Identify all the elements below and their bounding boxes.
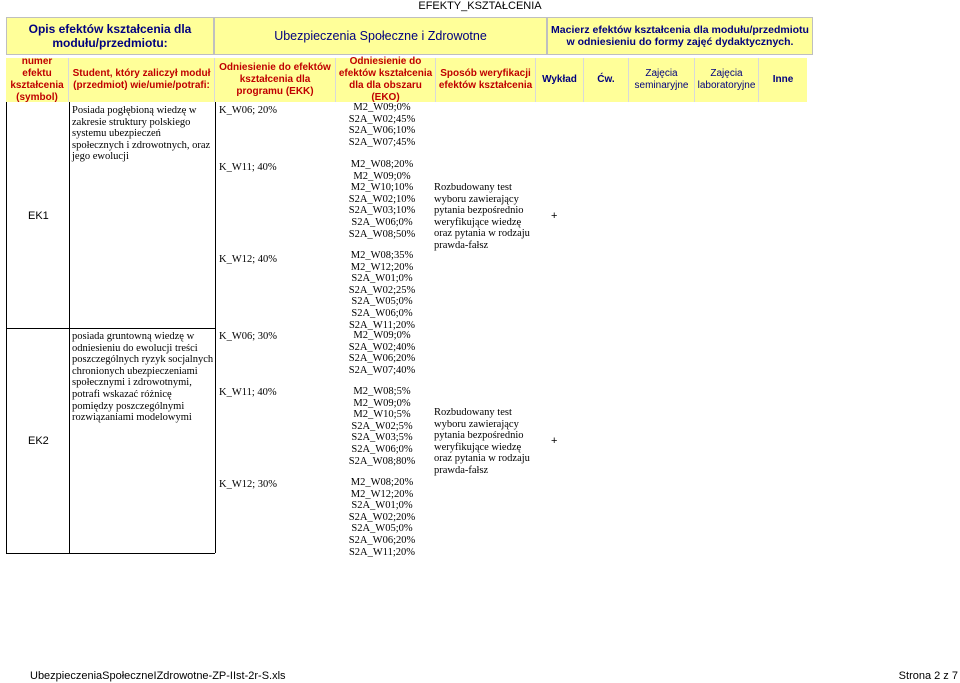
- row-label-ek2: EK2: [28, 435, 49, 447]
- footer-page-number: Strona 2 z 7: [898, 670, 958, 682]
- header-student: Student, który zaliczył moduł (przedmiot) wie/umie/potrafi:: [69, 58, 215, 102]
- ek2-ekk-2: K_W11; 40%: [219, 387, 277, 398]
- title-matrix: Macierz efektów kształcenia dla modułu/przedmiotu w odniesieniu do formy zajęć dydaktycznych.: [547, 17, 813, 55]
- ek2-eko-2: M2_W08;5% M2_W09;0% M2_W10;5% S2A_W02;5% S2A_W03;5% S2A_W06;0% S2A_W08;80%: [348, 386, 416, 467]
- header-exercises: Ćw.: [584, 58, 629, 102]
- ek1-ekk-2: K_W11; 40%: [219, 162, 277, 173]
- grid-line: [6, 553, 215, 554]
- ek1-ekk-1: K_W06; 20%: [219, 105, 278, 116]
- ek2-ekk-1: K_W06; 30%: [219, 331, 278, 342]
- ek2-lecture-mark: +: [551, 435, 558, 447]
- footer-filename: UbezpieczeniaSpołeczneIZdrowotne-ZP-IIst-2r-S.xls: [30, 670, 286, 682]
- ek2-eko-1: M2_W09;0% S2A_W02;40% S2A_W06;20% S2A_W07;40%: [348, 330, 416, 376]
- ek2-eko-3: M2_W08;20% M2_W12;20% S2A_W01;0% S2A_W02;20% S2A_W05;0% S2A_W06;20% S2A_W11;20%: [348, 477, 416, 558]
- ek1-lecture-mark: +: [551, 210, 558, 222]
- ek1-description: Posiada pogłębioną wiedzę w zakresie struktury polskiego systemu ubezpieczeń społecznych i zdrowotnych, oraz jego ewolucji: [72, 105, 211, 163]
- grid-line: [6, 328, 215, 329]
- header-lab: Zajęcia laboratoryjne: [695, 58, 759, 102]
- header-verification: Sposób weryfikacji efektów kształcenia: [436, 58, 536, 102]
- ek2-description: posiada gruntowną wiedzę w odniesieniu do ewolucji treści poszczególnych ryzyk socjalnych chronionych ubezpieczeniami społecznymi i zdrowotnymi, potrafi wskazać różnicę pomiędzy poszczególnymi rozwiązaniami modelowymi: [72, 331, 214, 424]
- ek1-eko-1: M2_W09;0% S2A_W02;45% S2A_W06;10% S2A_W07;45%: [348, 102, 416, 148]
- title-module-description: Opis efektów kształcenia dla modułu/przedmiotu:: [6, 17, 214, 55]
- grid-line: [215, 102, 216, 553]
- header-seminar: Zajęcia seminaryjne: [629, 58, 695, 102]
- header-other: Inne: [759, 58, 807, 102]
- header-lecture: Wykład: [536, 58, 584, 102]
- ek1-verification: Rozbudowany test wyboru zawierający pytania bezpośrednio weryfikujące wiedzę oraz pytania w rodzaju prawda-fałsz: [434, 182, 530, 251]
- title-subject-name: Ubezpieczenia Społeczne i Zdrowotne: [214, 17, 547, 55]
- header-eko: Odniesienie do efektów kształcenia dla dla obszaru (EKO): [336, 58, 436, 102]
- page-title: EFEKTY_KSZTAŁCENIA: [418, 0, 542, 12]
- ek2-ekk-3: K_W12; 30%: [219, 479, 278, 490]
- header-symbol: numer efektu kształcenia (symbol): [6, 58, 69, 102]
- table-header-row: [6, 58, 807, 102]
- ek1-eko-3: M2_W08;35% M2_W12;20% S2A_W01;0% S2A_W02;25% S2A_W05;0% S2A_W06;0% S2A_W11;20%: [348, 250, 416, 331]
- ek2-verification: Rozbudowany test wyboru zawierający pytania bezpośrednio weryfikujące wiedzę oraz pytania w rodzaju prawda-fałsz: [434, 407, 530, 476]
- ek1-ekk-3: K_W12; 40%: [219, 254, 278, 265]
- row-label-ek1: EK1: [28, 210, 49, 222]
- ek1-eko-2: M2_W08;20% M2_W09;0% M2_W10;10% S2A_W02;10% S2A_W03;10% S2A_W06;0% S2A_W08;50%: [348, 159, 416, 240]
- header-ekk: Odniesienie do efektów kształcenia dla programu (EKK): [215, 58, 336, 102]
